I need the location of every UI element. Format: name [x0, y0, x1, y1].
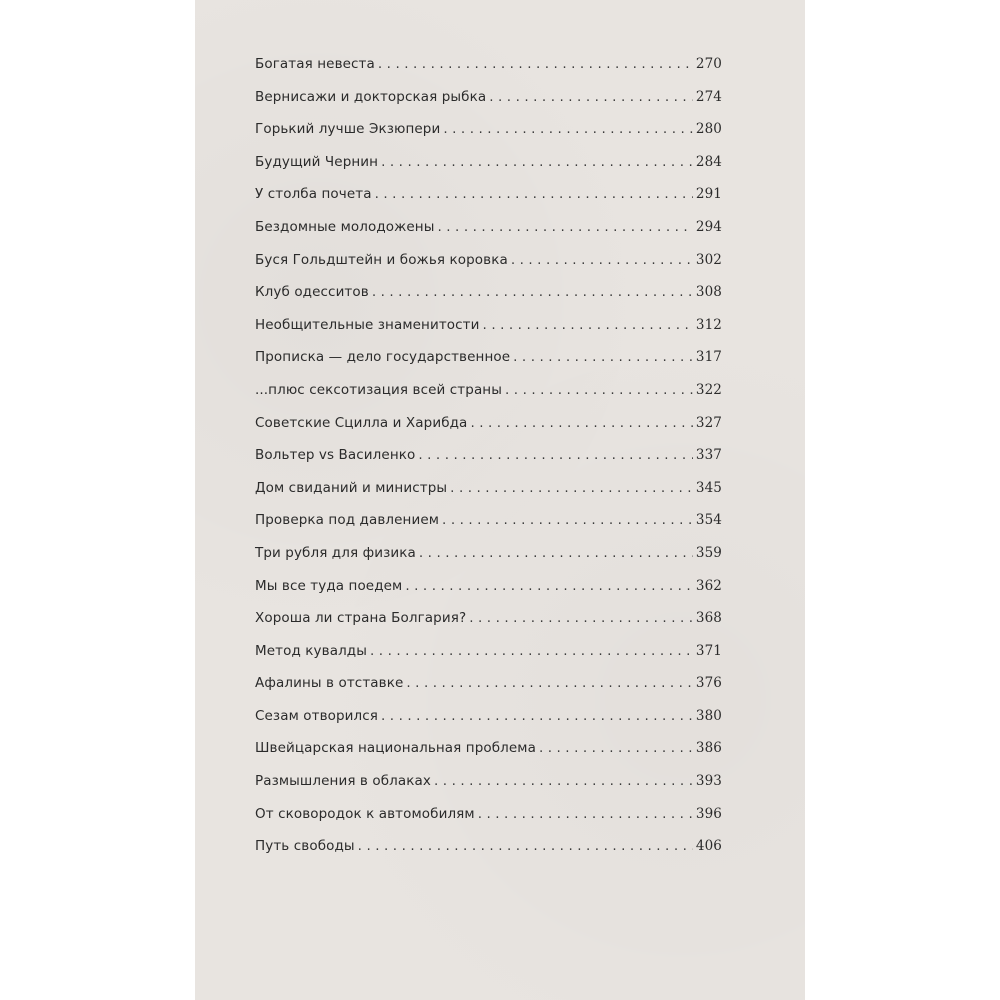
toc-entry-title: Необщительные знаменитости: [255, 316, 480, 333]
toc-entry: [255, 121, 722, 154]
toc-entry-page: 327: [695, 414, 722, 431]
dot-leader: [505, 382, 693, 398]
toc-entry-title: Швейцарская национальная проблема: [255, 740, 536, 757]
toc-entry-page: 362: [695, 577, 722, 594]
toc-entry-page: 274: [695, 88, 722, 105]
toc-entry-page: 359: [695, 544, 722, 561]
toc-entry-title: Хороша ли страна Болгария?: [255, 610, 467, 627]
toc-entry-title: От сковородок к автомобилям: [255, 805, 475, 822]
dot-leader: [418, 447, 693, 463]
dot-leader: [483, 317, 693, 333]
toc-entry-page: 294: [695, 218, 722, 235]
toc-entry-title: Вернисажи и докторская рыбка: [255, 88, 487, 105]
toc-entry-page: 337: [695, 447, 722, 464]
toc-entry: [255, 806, 722, 839]
dot-leader: [419, 545, 693, 561]
toc-entry-page: 308: [695, 284, 722, 301]
toc-entry: [255, 284, 722, 317]
toc-entry: [255, 740, 722, 773]
toc-entry: [255, 349, 722, 382]
toc-entry-page: 380: [695, 707, 722, 724]
toc-entry-title: Бездомные молодожены: [255, 218, 435, 235]
toc-entry-page: 317: [695, 349, 722, 366]
toc-entry: [255, 578, 722, 611]
toc-entry-title: Мы все туда поедем: [255, 577, 403, 594]
toc-entry-title: У столба почета: [255, 186, 372, 203]
dot-leader: [405, 578, 693, 594]
toc-entry-page: 396: [695, 805, 722, 822]
dot-leader: [470, 415, 692, 431]
toc-entry: [255, 773, 722, 806]
dot-leader: [434, 773, 693, 789]
toc-entry: [255, 447, 722, 480]
toc-entry: [255, 675, 722, 708]
toc-entry-title: Будущий Чернин: [255, 153, 379, 170]
dot-leader: [381, 708, 693, 724]
dot-leader: [372, 284, 693, 300]
dot-leader: [406, 675, 693, 691]
toc-entry: [255, 708, 722, 741]
dot-leader: [469, 610, 693, 626]
toc-entry: [255, 186, 722, 219]
toc-entry-page: 280: [695, 121, 722, 138]
toc-entry-title: Афалины в отставке: [255, 675, 404, 692]
toc-entry: [255, 512, 722, 545]
toc-entry-title: Метод кувалды: [255, 642, 367, 659]
dot-leader: [378, 56, 693, 72]
dot-leader: [381, 154, 693, 170]
toc-entry: [255, 545, 722, 578]
dot-leader: [511, 252, 693, 268]
dot-leader: [358, 838, 693, 854]
dot-leader: [478, 806, 693, 822]
toc-entry: [255, 89, 722, 122]
toc-entry-title: Вольтер vs Василенко: [255, 447, 416, 464]
dot-leader: [513, 349, 693, 365]
toc-entry-title: ...плюс сексотизация всей страны: [255, 381, 502, 398]
dot-leader: [437, 219, 692, 235]
toc-entry-page: 354: [695, 512, 722, 529]
toc-entry-title: Три рубля для физика: [255, 544, 416, 561]
dot-leader: [443, 121, 693, 137]
toc-entry: [255, 252, 722, 285]
toc-entry: [255, 382, 722, 415]
toc-entry-page: 386: [695, 740, 722, 757]
dot-leader: [489, 89, 693, 105]
toc-entry-title: Сезам отворился: [255, 707, 379, 724]
toc-entry-page: 406: [695, 838, 722, 855]
toc-entry-page: 376: [695, 675, 722, 692]
toc-entry-page: 312: [695, 316, 722, 333]
toc-entry: [255, 56, 722, 89]
toc-entry: [255, 838, 722, 871]
toc-entry-title: Прописка — дело государственное: [255, 349, 511, 366]
toc-entry-title: Путь свободы: [255, 838, 355, 855]
toc-entry-title: Буся Гольдштейн и божья коровка: [255, 251, 508, 268]
toc-entry: [255, 643, 722, 676]
dot-leader: [539, 740, 693, 756]
toc-entry-page: 371: [695, 642, 722, 659]
dot-leader: [375, 186, 693, 202]
table-of-contents: [255, 56, 722, 871]
toc-entry: [255, 415, 722, 448]
toc-entry-page: 393: [695, 773, 722, 790]
toc-entry-page: 284: [695, 153, 722, 170]
toc-entry-title: Горький лучше Экзюпери: [255, 121, 441, 138]
toc-entry: [255, 610, 722, 643]
toc-entry-page: 368: [695, 610, 722, 627]
toc-entry-title: Советские Сцилла и Харибда: [255, 414, 468, 431]
toc-entry-title: Проверка под давлением: [255, 512, 440, 529]
dot-leader: [442, 512, 693, 528]
book-page: [195, 0, 805, 1000]
toc-entry-title: Размышления в облаках: [255, 773, 431, 790]
toc-entry-title: Клуб одесситов: [255, 284, 369, 301]
toc-entry: [255, 219, 722, 252]
toc-entry: [255, 154, 722, 187]
toc-entry-page: 302: [695, 251, 722, 268]
toc-entry-page: 322: [695, 381, 722, 398]
dot-leader: [450, 480, 693, 496]
toc-entry-page: 291: [695, 186, 722, 203]
toc-entry-title: Дом свиданий и министры: [255, 479, 448, 496]
dot-leader: [370, 643, 693, 659]
toc-entry: [255, 317, 722, 350]
toc-entry-page: 345: [695, 479, 722, 496]
toc-entry-title: Богатая невеста: [255, 56, 375, 72]
toc-entry-page: 270: [695, 56, 722, 72]
toc-entry: [255, 480, 722, 513]
